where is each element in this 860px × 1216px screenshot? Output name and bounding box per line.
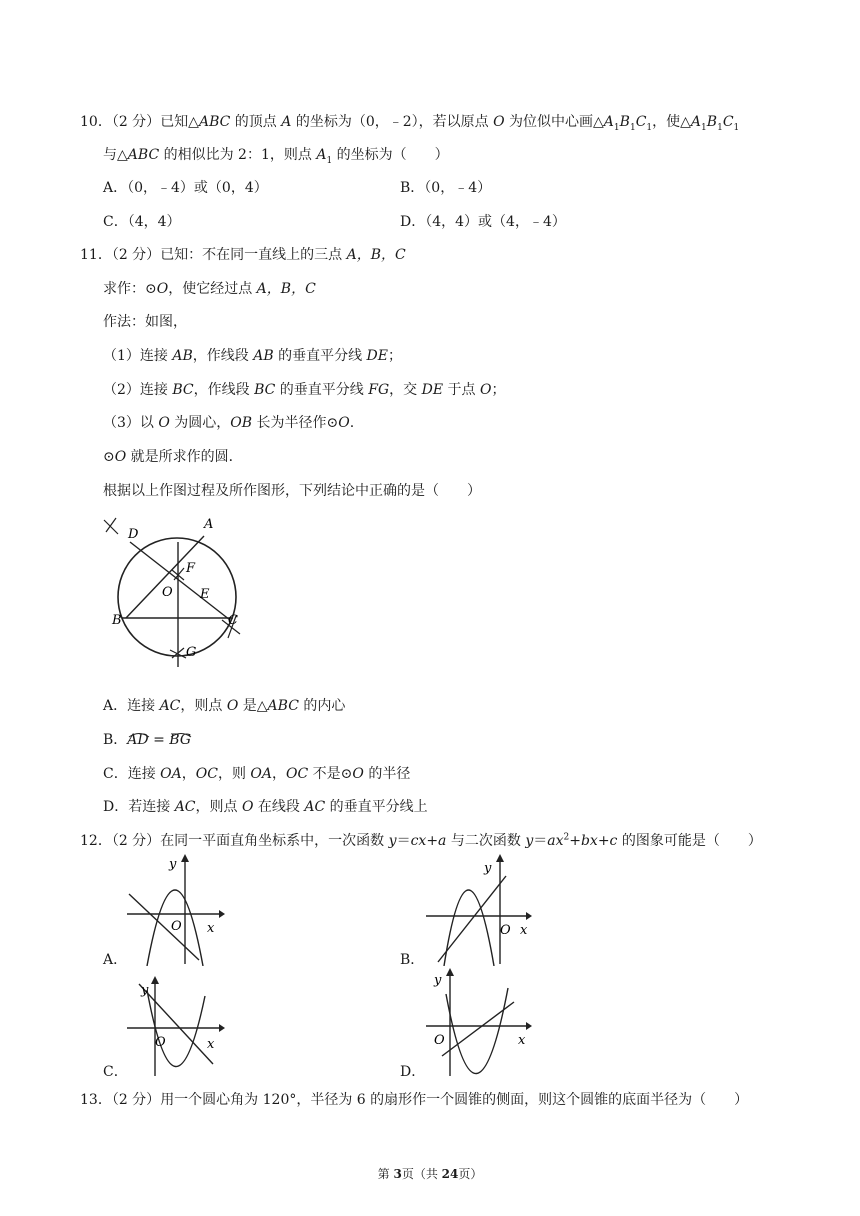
q11-option-c: C．连接 OA，OC，则 OA，OC 不是⊙O 的半径 — [103, 766, 411, 782]
x-label: x — [207, 921, 215, 936]
line-graph — [129, 894, 199, 960]
x-arrow — [526, 1022, 532, 1030]
y-label: y — [141, 983, 149, 998]
line-de — [130, 542, 230, 620]
q12-graph-c — [125, 970, 225, 1078]
q10-line1: 10．（2 分）已知△ABC 的顶点 A 的坐标为（0，﹣2），若以原点 O 为位似中心画$\triangle A_1B_1C_1$，使$\triangle A_1B_1C_1$ — [80, 114, 740, 133]
y-label: y — [484, 861, 492, 876]
y-label: y — [169, 857, 177, 872]
x-arrow — [219, 1024, 225, 1032]
q11-construction-figure — [100, 512, 250, 682]
x-label: x — [207, 1037, 215, 1052]
y-arrow — [446, 968, 454, 976]
arc-mark-d — [104, 518, 118, 534]
origin-label: O — [171, 919, 182, 934]
x-arrow — [526, 912, 532, 920]
q11-line1: 11．（2 分）已知：不在同一直线上的三点 A，B，C — [80, 247, 406, 263]
y-arrow — [151, 976, 159, 984]
y-arrow — [496, 854, 504, 862]
label-f: F — [186, 561, 196, 576]
line-graph — [438, 876, 506, 962]
label-c: C — [228, 613, 238, 628]
q11-line3: 作法：如图， — [103, 314, 187, 330]
arc-symbol-ad — [127, 730, 151, 738]
q12-label-d: D． — [400, 1064, 426, 1080]
arc-ad: AD — [127, 732, 148, 748]
page-footer: 第 3页（共 24页） — [377, 1167, 483, 1181]
y-label: y — [434, 973, 442, 988]
origin-label: O — [155, 1035, 166, 1050]
label-d: D — [128, 527, 139, 542]
q10-option-a: A．（0，﹣4）或（0，4） — [103, 180, 268, 196]
q11-option-d: D．若连接 AC，则点 O 在线段 AC 的垂直平分线上 — [103, 799, 428, 815]
q12-label-a: A． — [103, 952, 128, 968]
q12-graph-d — [424, 966, 534, 1078]
q12-graph-a — [125, 854, 225, 966]
label-b: B — [112, 613, 122, 628]
parabola — [446, 988, 508, 1074]
q11-step1: （1）连接 AB，作线段 AB 的垂直平分线 DE； — [103, 348, 402, 364]
q11-question: 根据以上作图过程及所作图形，下列结论中正确的是（ ） — [103, 483, 481, 499]
line-graph — [139, 984, 213, 1064]
y-arrow — [181, 854, 189, 862]
label-e: E — [200, 587, 210, 602]
q10-option-d: D．（4，4）或（4，﹣4） — [400, 214, 566, 230]
q12-graph-b — [424, 854, 534, 966]
q10-line2: 与△ABC 的相似比为 2：1，则点 $A_1$ 的坐标为（ ） — [103, 147, 449, 166]
q11-line2: 求作：⊙O，使它经过点 A，B，C — [103, 281, 316, 297]
x-arrow — [219, 910, 225, 918]
arc-symbol-bg — [169, 730, 193, 738]
q10-option-c: C．（4，4） — [103, 214, 181, 230]
origin-label: O — [500, 923, 511, 938]
label-g: G — [186, 645, 197, 660]
q11-step2: （2）连接 BC，作线段 BC 的垂直平分线 FG，交 DE 于点 O； — [103, 382, 506, 398]
arc-bg: BG — [169, 732, 191, 748]
x-label: x — [518, 1033, 526, 1048]
q12-label-b: B． — [400, 952, 425, 968]
origin-label: O — [434, 1033, 445, 1048]
q12-line1: 12．（2 分）在同一平面直角坐标系中，一次函数 y＝cx+a 与二次函数 $y=ax^2+bx+c$ 的图象可能是（ ） — [80, 832, 762, 849]
q10-option-b: B．（0，﹣4） — [400, 180, 492, 196]
q11-option-b: B．AD = BG — [103, 730, 191, 750]
label-o: O — [162, 585, 173, 600]
q12-label-c: C． — [103, 1064, 128, 1080]
q11-line7: ⊙O 就是所求作的圆． — [103, 449, 243, 465]
label-a: A — [204, 517, 214, 532]
q11-option-a: A．连接 AC，则点 O 是△ABC 的内心 — [103, 698, 346, 714]
x-label: x — [520, 923, 528, 938]
circle-o — [118, 538, 236, 656]
q13-line1: 13．（2 分）用一个圆心角为 120°，半径为 6 的扇形作一个圆锥的侧面，则这个圆锥的底面半径为（ ） — [80, 1092, 749, 1108]
q11-step3: （3）以 O 为圆心，OB 长为半径作⊙O. — [103, 415, 355, 431]
